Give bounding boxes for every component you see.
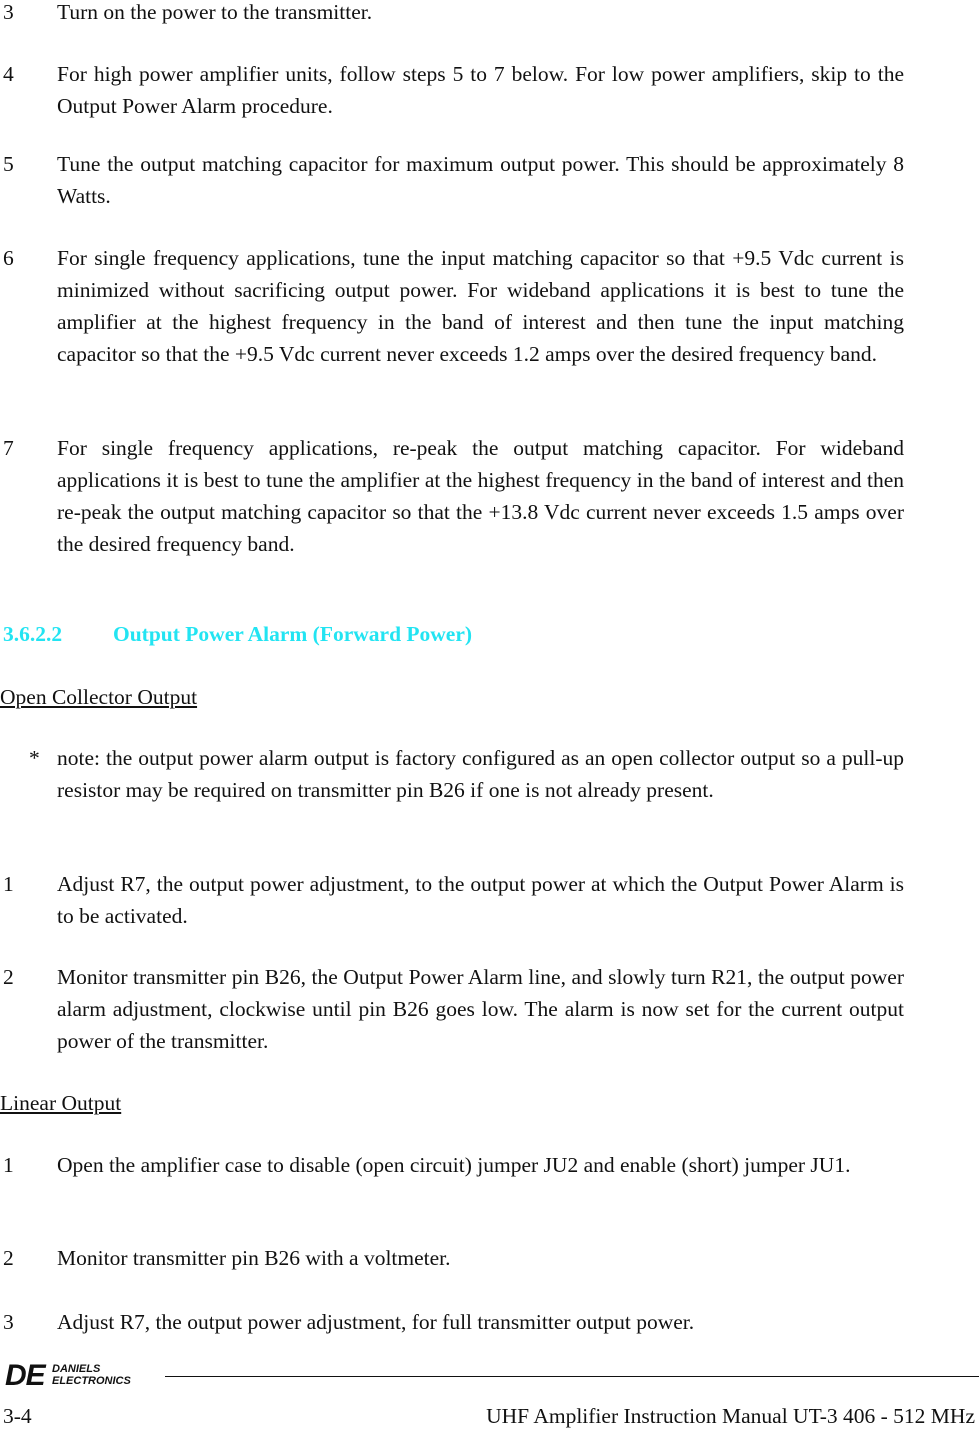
step-number: 2 bbox=[3, 965, 14, 989]
logo-line-electronics: ELECTRONICS bbox=[52, 1375, 131, 1387]
step-number: 5 bbox=[3, 152, 14, 176]
step-number: 1 bbox=[3, 1153, 14, 1177]
step-number: 3 bbox=[3, 1310, 14, 1334]
step-text: For single frequency applications, tune the input matching capacitor so that +9.5 Vdc current is minimized without sacrificing output power. For wideband applications it is best to tune the amplifier at the highest frequency in the band of interest and then tune the input matching capacitor so that the +9.5 Vdc current never exceeds 1.2 amps over the desired frequency band. bbox=[57, 246, 904, 366]
manual-title: UHF Amplifier Instruction Manual UT-3 406 - 512 MHz bbox=[486, 1404, 975, 1428]
step-text: For single frequency applications, re-peak the output matching capacitor. For wideband applications it is best to tune the amplifier at the highest frequency in the band of interest and then re-peak the output matching capacitor so that the +13.8 Vdc current never exceeds 1.5 amps over the desired frequency band. bbox=[57, 436, 904, 556]
step-text: For high power amplifier units, follow steps 5 to 7 below. For low power amplifiers, skip to the Output Power Alarm procedure. bbox=[57, 62, 904, 118]
step-number: 2 bbox=[3, 1246, 14, 1270]
step-number: 4 bbox=[3, 62, 14, 86]
page-number: 3-4 bbox=[3, 1404, 32, 1428]
step-text: Monitor transmitter pin B26 with a voltmeter. bbox=[57, 1246, 451, 1270]
step-number: 3 bbox=[3, 0, 14, 24]
step-text: Turn on the power to the transmitter. bbox=[57, 0, 373, 24]
section-title: Output Power Alarm (Forward Power) bbox=[113, 622, 473, 646]
step-text: Open the amplifier case to disable (open circuit) jumper JU2 and enable (short) jumper JU1. bbox=[57, 1153, 851, 1177]
linear-output-heading: Linear Output bbox=[0, 1091, 122, 1115]
open-collector-heading: Open Collector Output bbox=[0, 685, 198, 709]
logo-line-daniels: DANIELS bbox=[52, 1363, 101, 1375]
step-number: 1 bbox=[3, 872, 14, 896]
note-text: note: the output power alarm output is factory configured as an open collector output so a pull-up resistor may be required on transmitter pin B26 if one is not already present. bbox=[57, 746, 904, 802]
step-text: Adjust R7, the output power adjustment, for full transmitter output power. bbox=[57, 1310, 695, 1334]
daniels-logo bbox=[5, 1360, 145, 1392]
logo-mark: DE bbox=[5, 1359, 45, 1392]
step-number: 7 bbox=[3, 436, 14, 460]
step-number: 6 bbox=[3, 246, 14, 270]
step-text: Tune the output matching capacitor for maximum output power. This should be approximately 8 Watts. bbox=[57, 152, 904, 208]
note-marker: * bbox=[29, 746, 40, 770]
section-heading bbox=[3, 618, 472, 650]
step-text: Monitor transmitter pin B26, the Output Power Alarm line, and slowly turn R21, the output power alarm adjustment, clockwise until pin B26 goes low. The alarm is now set for the current output power of the transmitter. bbox=[57, 965, 904, 1053]
section-number: 3.6.2.2 bbox=[3, 622, 63, 646]
step-text: Adjust R7, the output power adjustment, to the output power at which the Output Power Alarm is to be activated. bbox=[57, 872, 904, 928]
footer-divider bbox=[165, 1376, 979, 1377]
